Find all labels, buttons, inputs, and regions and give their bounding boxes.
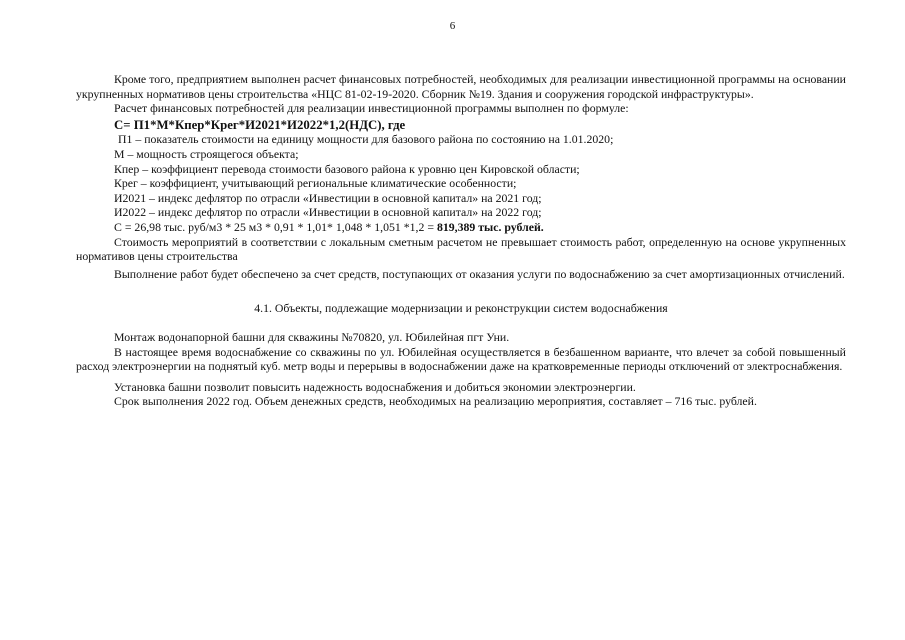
definition-m: М – мощность строящегося объекта; <box>114 146 299 161</box>
document-body <box>76 72 846 409</box>
formula: С= П1*М*Кпер*Крег*И2021*И2022*1,2(НДС), где <box>114 117 406 132</box>
definition-p1: П1 – показатель стоимости на единицу мощности для базового района по состоянию на 1.01.2020; <box>118 132 614 147</box>
benefit-paragraph: Установка башни позволит повысить надежность водоснабжения и добиться экономии электроэнергии. <box>114 379 636 394</box>
object-title: Монтаж водонапорной башни для скважины №70820, ул. Юбилейная пгт Уни. <box>114 329 510 344</box>
definition-kreg: Крег – коэффициент, учитывающий региональные климатические особенности; <box>114 176 517 191</box>
funding-paragraph: Выполнение работ будет обеспечено за счет средств, поступающих от оказания услуги по водоснабжению за счет амортизационных отчислений. <box>114 266 845 281</box>
definition-i2021: И2021 – индекс дефлятор по отрасли «Инвестиции в основной капитал» на 2021 год; <box>114 190 542 205</box>
calculation-expression: С = 26,98 тыс. руб/м3 * 25 м3 * 0,91 * 1,01* 1,048 * 1,051 *1,2 = <box>114 219 437 234</box>
current-state-paragraph: В настоящее время водоснабжение со скважины по ул. Юбилейная осуществляется в безбашенном варианте, что влечет за собой повышенный расход электроэнергии на поднятый куб. метр воды и перерывы в водоснабжении даже на кратковременные периоды отключений от электроснабжения. <box>76 344 846 374</box>
calculation-line <box>76 220 846 235</box>
definition-kper: Кпер – коэффициент перевода стоимости базового района к уровню цен Кировской области; <box>114 161 580 176</box>
section-heading: 4.1. Объекты, подлежащие модернизации и реконструкции систем водоснабжения <box>254 301 668 316</box>
calculation-total: 819,389 тыс. рублей. <box>436 219 544 234</box>
definition-i2022: И2022 – индекс дефлятор по отрасли «Инвестиции в основной капитал» на 2022 год; <box>114 205 542 220</box>
page-number: 6 <box>449 20 456 32</box>
intro-paragraph: Кроме того, предприятием выполнен расчет финансовых потребностей, необходимых для реализации инвестиционной программы на основании укрупненных нормативов цены строительства «НЦС 81-02-19-2020. Сборник №19. Здания и сооружения городской инфраструктуры». <box>76 72 846 101</box>
formula-intro: Расчет финансовых потребностей для реализации инвестиционной программы выполнен по формуле: <box>114 101 629 116</box>
deadline-paragraph: Срок выполнения 2022 год. Объем денежных средств, необходимых на реализацию мероприятия, составляет – 716 тыс. рублей. <box>114 394 757 409</box>
cost-note-paragraph: Стоимость мероприятий в соответствии с локальным сметным расчетом не превышает стоимость работ, определенную на основе укрупненных нормативов цены строительства <box>76 234 846 264</box>
